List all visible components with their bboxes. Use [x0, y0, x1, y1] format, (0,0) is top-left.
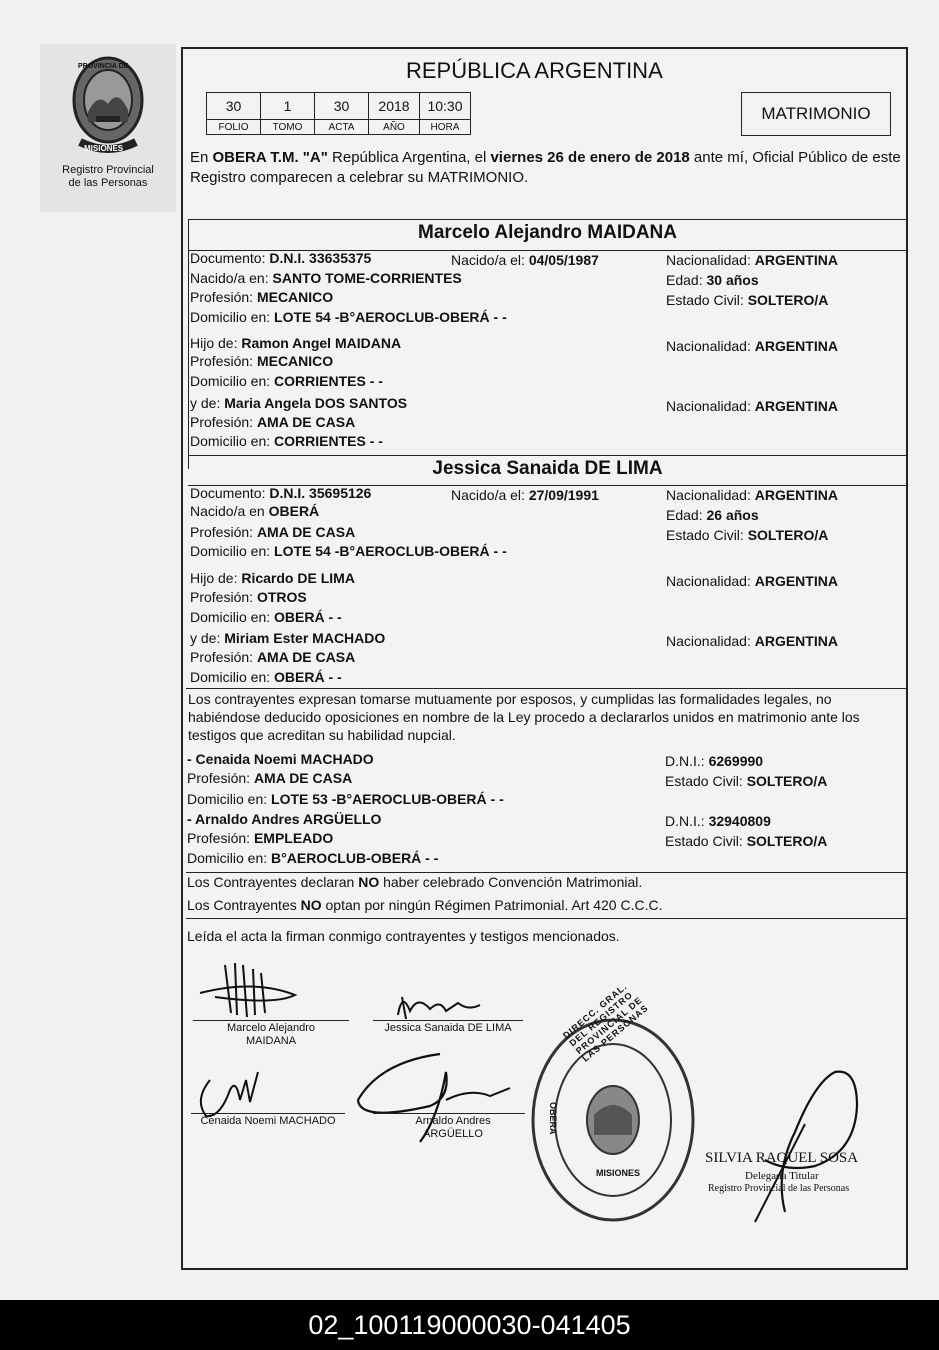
registry-data-table: [206, 92, 471, 135]
groom-name: Marcelo Alejandro MAIDANA: [418, 222, 677, 243]
bride-father-name: Hijo de: Ricardo DE LIMA: [190, 570, 355, 586]
bride-mother-nationality: Nacionalidad: ARGENTINA: [666, 633, 838, 649]
anio-value: 2018: [369, 93, 420, 120]
groom-father-profession: Profesión: MECANICO: [190, 353, 334, 369]
official-role: Delegada Titular: [745, 1170, 819, 1182]
hora-value: 10:30: [420, 93, 471, 120]
bride-father-address: Domicilio en: OBERÁ - -: [190, 609, 342, 625]
groom-mother-nationality: Nacionalidad: ARGENTINA: [666, 398, 838, 414]
groom-mother-name: y de: Maria Angela DOS SANTOS: [190, 395, 408, 411]
witness1-address: Domicilio en: LOTE 53 -B°AEROCLUB-OBERÁ - -: [187, 791, 504, 807]
groom-father-name: Hijo de: Ramon Angel MAIDANA: [190, 335, 402, 351]
signature-line: [191, 1113, 345, 1114]
official-office: Registro Provincial de las Personas: [708, 1183, 850, 1194]
groom-signature-icon: [195, 955, 355, 1025]
bride-civil-status: Estado Civil: SOLTERO/A: [666, 527, 829, 543]
groom-civil-status: Estado Civil: SOLTERO/A: [666, 292, 829, 308]
bride-birthplace: Nacido/a en OBERÁ: [190, 503, 320, 519]
bride-mother-name: y de: Miriam Ester MACHADO: [190, 630, 386, 646]
anio-label: AÑO: [369, 120, 420, 135]
signature-line: [373, 1020, 523, 1021]
bride-mother-address: Domicilio en: OBERÁ - -: [190, 669, 342, 685]
witness2-civil-status: Estado Civil: SOLTERO/A: [665, 833, 828, 849]
logo-caption: [40, 164, 176, 190]
official-signature-icon: [735, 1062, 865, 1232]
divider: [186, 918, 907, 919]
declaration-paragraph: Los contrayentes expresan tomarse mutuamente por esposos, y cumplidas las formalidades legales, no habiéndose deducido oposiciones en nombre de la Ley procedo a declararlos unidos en matrimonio ante los testigos que acreditan su habilidad nupcial.: [188, 691, 860, 743]
acta-value: 30: [315, 93, 369, 120]
convention-statement: Los Contrayentes declaran NO haber celebrado Convención Matrimonial.: [187, 874, 643, 890]
signature-line: [193, 1020, 349, 1021]
divider: [188, 455, 907, 456]
bride-father-profession: Profesión: OTROS: [190, 589, 307, 605]
groom-signature-caption: Marcelo Alejandro MAIDANA: [226, 1022, 316, 1047]
registry-logo: [40, 44, 176, 212]
groom-birthdate: Nacido/a el: 04/05/1987: [451, 252, 599, 268]
bride-profession: Profesión: AMA DE CASA: [190, 524, 356, 540]
bride-address: Domicilio en: LOTE 54 -B°AEROCLUB-OBERÁ - -: [190, 543, 507, 559]
groom-nationality: Nacionalidad: ARGENTINA: [666, 252, 838, 268]
bride-name: Jessica Sanaida DE LIMA: [432, 458, 663, 479]
document-code-bar: 02_100119000030-041405: [0, 1300, 939, 1350]
witness1-civil-status: Estado Civil: SOLTERO/A: [665, 773, 828, 789]
seal-bottom-text: MISIONES: [84, 144, 124, 153]
groom-birthplace: Nacido/a en: SANTO TOME-CORRIENTES: [190, 270, 462, 286]
closing-statement: Leída el acta la firman conmigo contrayentes y testigos mencionados.: [187, 928, 620, 944]
witness2-address: Domicilio en: B°AEROCLUB-OBERÁ - -: [187, 850, 439, 866]
bride-document: Documento: D.N.I. 35695126: [190, 485, 372, 501]
regime-statement: Los Contrayentes NO optan por ningún Régimen Patrimonial. Art 420 C.C.C.: [187, 897, 663, 913]
divider: [188, 219, 189, 469]
stamp-inner-bottom: MISIONES: [596, 1168, 641, 1178]
witness1-signature-caption: Cenaida Noemi MACHADO: [200, 1115, 336, 1127]
acta-label: ACTA: [315, 120, 369, 135]
folio-label: FOLIO: [207, 120, 261, 135]
folio-value: 30: [207, 93, 261, 120]
official-name: SILVIA RAQUEL SOSA: [705, 1150, 859, 1166]
signature-line: [373, 1113, 525, 1114]
witness2-profession: Profesión: EMPLEADO: [187, 830, 334, 846]
groom-document: Documento: D.N.I. 33635375: [190, 250, 372, 266]
groom-address: Domicilio en: LOTE 54 -B°AEROCLUB-OBERÁ - -: [190, 309, 507, 325]
witness2-dni: D.N.I.: 32940809: [665, 813, 771, 829]
stamp-ring-text: DIRECC. GRAL. DEL REGISTRO PROVINCIAL DE LAS PERSONAS: [561, 981, 651, 1064]
witness1-name: - Cenaida Noemi MACHADO: [187, 751, 374, 767]
logo-caption-line2: de las Personas: [68, 177, 148, 189]
groom-father-address: Domicilio en: CORRIENTES - -: [190, 373, 383, 389]
document-title: REPÚBLICA ARGENTINA: [406, 58, 663, 83]
groom-mother-profession: Profesión: AMA DE CASA: [190, 414, 356, 430]
witness2-name: - Arnaldo Andres ARGÜELLO: [187, 811, 382, 827]
groom-profession: Profesión: MECANICO: [190, 289, 334, 305]
bride-nationality: Nacionalidad: ARGENTINA: [666, 487, 838, 503]
tomo-label: TOMO: [261, 120, 315, 135]
bride-mother-profession: Profesión: AMA DE CASA: [190, 649, 356, 665]
witness1-dni: D.N.I.: 6269990: [665, 753, 764, 769]
bride-age: Edad: 26 años: [666, 507, 759, 523]
stamp-inner-left: OBERA: [548, 1102, 558, 1135]
tomo-value: 1: [261, 93, 315, 120]
bride-birthdate: Nacido/a el: 27/09/1991: [451, 487, 599, 503]
logo-caption-line1: Registro Provincial: [62, 164, 154, 176]
bride-father-nationality: Nacionalidad: ARGENTINA: [666, 573, 838, 589]
divider: [188, 219, 907, 220]
intro-paragraph: En OBERA T.M. "A" República Argentina, el viernes 26 de enero de 2018 ante mí, Oficial Público de este Registro comparecen a celebrar su MATRIMONIO.: [190, 149, 901, 186]
bride-signature-caption: Jessica Sanaida DE LIMA: [384, 1022, 512, 1034]
groom-father-nationality: Nacionalidad: ARGENTINA: [666, 338, 838, 354]
act-type-box: MATRIMONIO: [741, 92, 891, 136]
groom-mother-address: Domicilio en: CORRIENTES - -: [190, 433, 383, 449]
witness1-profession: Profesión: AMA DE CASA: [187, 770, 353, 786]
witness2-signature-caption: Arnaldo Andres ARGÜELLO: [415, 1115, 491, 1140]
seal-top-text: PROVINCIA DE: [78, 63, 129, 70]
divider: [186, 688, 907, 689]
bride-signature-icon: [388, 985, 528, 1025]
groom-age: Edad: 30 años: [666, 272, 759, 288]
hora-label: HORA: [420, 120, 471, 135]
